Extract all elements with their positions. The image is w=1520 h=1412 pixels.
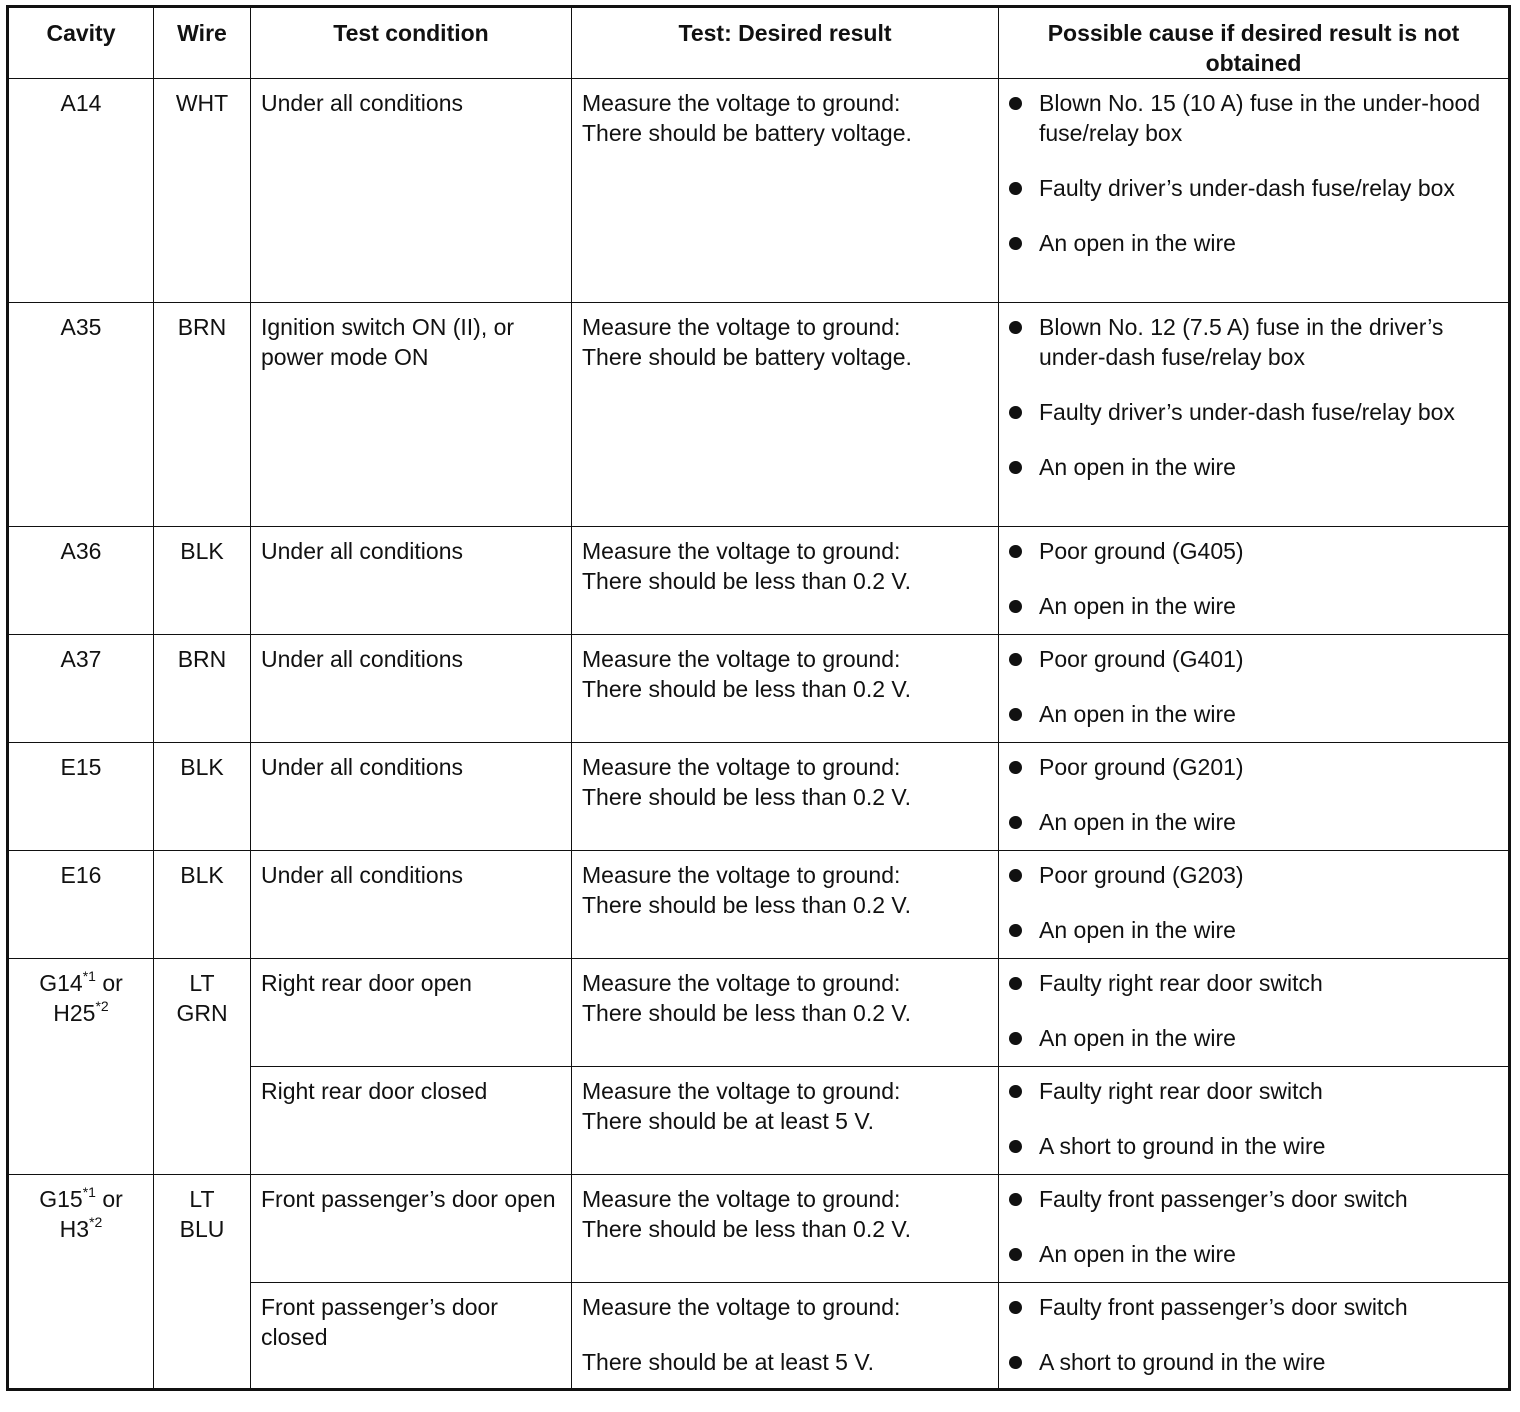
header-possible-cause: Possible cause if desired result is not obtained <box>999 7 1510 79</box>
wire-cell: BLK <box>154 527 251 635</box>
wire-cell: WHT <box>154 79 251 303</box>
condition-cell: Ignition switch ON (II), or power mode ON <box>251 303 572 527</box>
cause-item: An open in the wire <box>1039 452 1498 482</box>
table-row <box>8 303 1510 527</box>
condition-cell: Front passenger’s door closed <box>251 1283 572 1390</box>
bullet-icon <box>1009 653 1022 666</box>
result-text: Measure the voltage to ground: <box>582 1294 901 1320</box>
cause-item: Faulty front passenger’s door switch <box>1039 1184 1498 1214</box>
cause-list <box>1009 536 1498 621</box>
table-row <box>8 527 1510 635</box>
wire-cell: BLK <box>154 743 251 851</box>
bullet-icon <box>1009 1140 1022 1153</box>
table-row <box>8 635 1510 743</box>
result-text: Measure the voltage to ground: There should be battery voltage. <box>582 90 912 146</box>
cause-item: An open in the wire <box>1039 699 1498 729</box>
cavity-cell: E16 <box>8 851 154 959</box>
result-cell <box>572 79 999 303</box>
bullet-icon <box>1009 182 1022 195</box>
cause-item: Faulty driver’s under-dash fuse/relay box <box>1039 173 1498 203</box>
cause-list <box>1009 752 1498 837</box>
header-test-condition: Test condition <box>251 7 572 79</box>
header-wire: Wire <box>154 7 251 79</box>
cause-cell <box>999 527 1510 635</box>
header-desired-result: Test: Desired result <box>572 7 999 79</box>
result-text: Measure the voltage to ground: There should be less than 0.2 V. <box>582 970 912 1026</box>
cause-item: Blown No. 15 (10 A) fuse in the under-hood fuse/relay box <box>1039 88 1498 148</box>
wire-cell: LT GRN <box>154 959 251 1175</box>
cavity-cell: A37 <box>8 635 154 743</box>
wire-cell: BRN <box>154 303 251 527</box>
cause-cell <box>999 79 1510 303</box>
cause-list <box>1009 312 1498 482</box>
cause-item: Faulty right rear door switch <box>1039 968 1498 998</box>
cause-item: Faulty right rear door switch <box>1039 1076 1498 1106</box>
cause-item: An open in the wire <box>1039 807 1498 837</box>
result-cell <box>572 1067 999 1175</box>
table-row <box>8 743 1510 851</box>
table-row <box>8 959 1510 1067</box>
cause-item: An open in the wire <box>1039 1239 1498 1269</box>
table-row <box>8 79 1510 303</box>
cause-item: Blown No. 12 (7.5 A) fuse in the driver’s under-dash fuse/relay box <box>1039 312 1498 372</box>
bullet-icon <box>1009 97 1022 110</box>
condition-cell: Under all conditions <box>251 851 572 959</box>
cause-item: A short to ground in the wire <box>1039 1347 1498 1377</box>
cause-cell <box>999 959 1510 1067</box>
cavity-cell: A35 <box>8 303 154 527</box>
cause-cell <box>999 303 1510 527</box>
connector-test-table-wrapper <box>6 5 1511 1391</box>
bullet-icon <box>1009 1301 1022 1314</box>
cause-item: Poor ground (G203) <box>1039 860 1498 890</box>
result-text: Measure the voltage to ground: There should be less than 0.2 V. <box>582 1186 912 1242</box>
cause-cell <box>999 1283 1510 1390</box>
condition-cell: Right rear door open <box>251 959 572 1067</box>
cause-item: A short to ground in the wire <box>1039 1131 1498 1161</box>
cause-cell <box>999 1067 1510 1175</box>
condition-cell: Under all conditions <box>251 743 572 851</box>
bullet-icon <box>1009 545 1022 558</box>
cause-list <box>1009 860 1498 945</box>
cause-item: An open in the wire <box>1039 1023 1498 1053</box>
bullet-icon <box>1009 321 1022 334</box>
condition-cell: Under all conditions <box>251 635 572 743</box>
result-text: Measure the voltage to ground: There should be less than 0.2 V. <box>582 538 912 594</box>
cavity-cell: G14$^{*1}$ or H25$^{*2}$ <box>8 959 154 1175</box>
cavity-cell: A14 <box>8 79 154 303</box>
cause-item: An open in the wire <box>1039 228 1498 258</box>
cause-cell <box>999 851 1510 959</box>
header-row <box>8 7 1510 79</box>
cause-list <box>1009 644 1498 729</box>
condition-cell: Right rear door closed <box>251 1067 572 1175</box>
bullet-icon <box>1009 1193 1022 1206</box>
cause-item: Faulty driver’s under-dash fuse/relay box <box>1039 397 1498 427</box>
condition-cell: Front passenger’s door open <box>251 1175 572 1283</box>
cause-list <box>1009 1292 1498 1377</box>
table-row <box>8 1175 1510 1283</box>
result-cell <box>572 743 999 851</box>
bullet-icon <box>1009 600 1022 613</box>
bullet-icon <box>1009 708 1022 721</box>
result-cell <box>572 851 999 959</box>
cause-cell <box>999 743 1510 851</box>
wire-cell: BRN <box>154 635 251 743</box>
bullet-icon <box>1009 461 1022 474</box>
condition-cell: Under all conditions <box>251 79 572 303</box>
cause-list <box>1009 88 1498 258</box>
cavity-cell: A36 <box>8 527 154 635</box>
cause-list <box>1009 1076 1498 1161</box>
result-text: Measure the voltage to ground: There should be less than 0.2 V. <box>582 754 912 810</box>
cause-cell <box>999 635 1510 743</box>
cause-item: Poor ground (G405) <box>1039 536 1498 566</box>
bullet-icon <box>1009 1085 1022 1098</box>
cause-item: Poor ground (G201) <box>1039 752 1498 782</box>
wire-cell: LT BLU <box>154 1175 251 1390</box>
connector-test-table <box>6 5 1511 1391</box>
result-text: Measure the voltage to ground: There should be at least 5 V. <box>582 1078 901 1134</box>
bullet-icon <box>1009 977 1022 990</box>
header-cavity: Cavity <box>8 7 154 79</box>
bullet-icon <box>1009 1032 1022 1045</box>
cause-item: Faulty front passenger’s door switch <box>1039 1292 1498 1322</box>
wire-cell: BLK <box>154 851 251 959</box>
result-cell <box>572 1283 999 1390</box>
bullet-icon <box>1009 924 1022 937</box>
result-cell <box>572 1175 999 1283</box>
result-cell <box>572 303 999 527</box>
cause-cell <box>999 1175 1510 1283</box>
cause-list <box>1009 1184 1498 1269</box>
bullet-icon <box>1009 816 1022 829</box>
table-row <box>8 851 1510 959</box>
cause-item: Poor ground (G401) <box>1039 644 1498 674</box>
bullet-icon <box>1009 406 1022 419</box>
result-cell <box>572 527 999 635</box>
bullet-icon <box>1009 869 1022 882</box>
result-cell <box>572 635 999 743</box>
result-cell <box>572 959 999 1067</box>
result-text: There should be at least 5 V. <box>582 1349 874 1375</box>
bullet-icon <box>1009 761 1022 774</box>
result-text: Measure the voltage to ground: There should be battery voltage. <box>582 314 912 370</box>
bullet-icon <box>1009 1248 1022 1261</box>
result-text: Measure the voltage to ground: There should be less than 0.2 V. <box>582 862 912 918</box>
result-text: Measure the voltage to ground: There should be less than 0.2 V. <box>582 646 912 702</box>
cause-item: An open in the wire <box>1039 591 1498 621</box>
condition-cell: Under all conditions <box>251 527 572 635</box>
bullet-icon <box>1009 237 1022 250</box>
cavity-cell: G15$^{*1}$ or H3$^{*2}$ <box>8 1175 154 1390</box>
bullet-icon <box>1009 1356 1022 1369</box>
cause-list <box>1009 968 1498 1053</box>
cavity-cell: E15 <box>8 743 154 851</box>
cause-item: An open in the wire <box>1039 915 1498 945</box>
